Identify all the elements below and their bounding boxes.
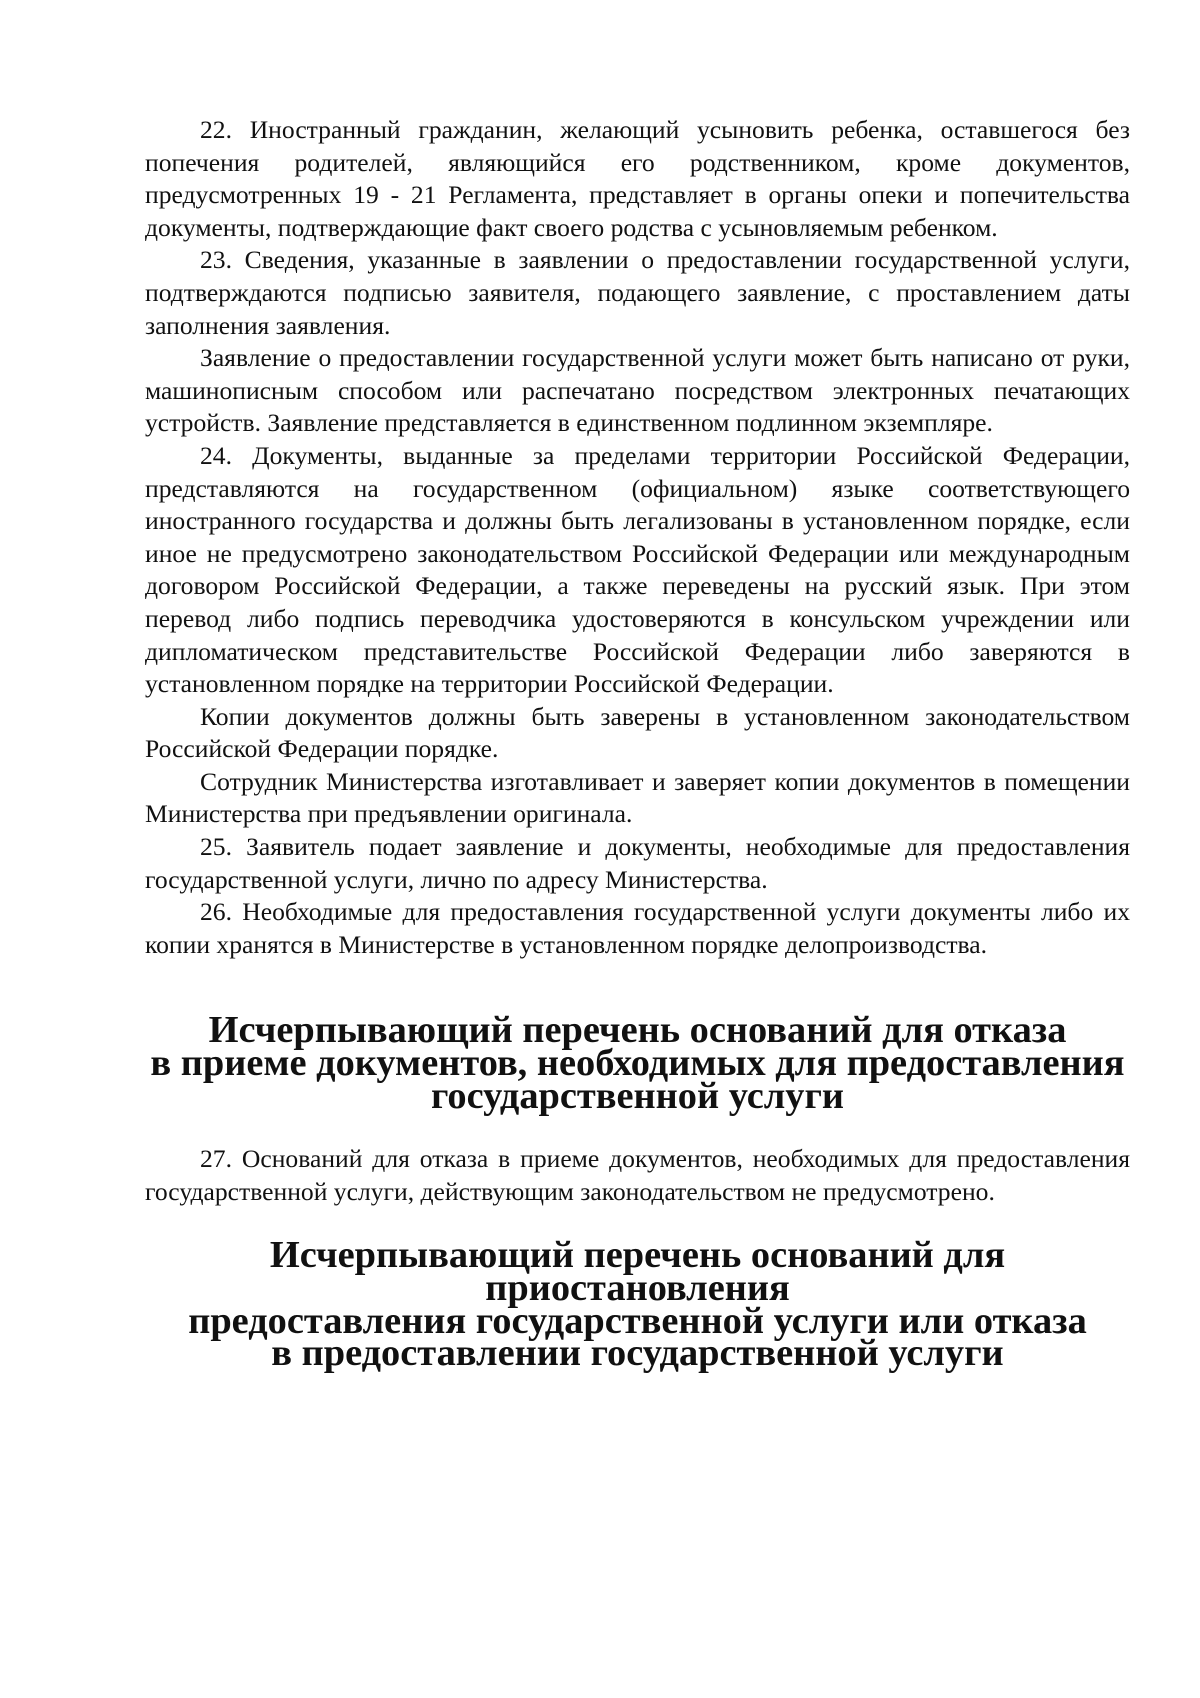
paragraph-ministry-employee: Сотрудник Министерства изготавливает и заверяет копии документов в помещении Министерства при предъявлении оригинала.: [145, 766, 1130, 829]
section-heading-suspension-refusal: Исчерпывающий перечень оснований для приостановления предоставления государственной услуги или отказа в предоставлении государственной услуги: [188, 1234, 1087, 1375]
paragraph-application-form: Заявление о предоставлении государственной услуги может быть написано от руки, машинописным способом или распечатано посредством электронных печатающих устройств. Заявление представляется в единственном подлинном экземпляре.: [145, 343, 1130, 438]
section-heading-refusal-acceptance: Исчерпывающий перечень оснований для отказа в приеме документов, необходимых для предоставления государственной услуги: [150, 1009, 1125, 1117]
paragraph-22: 22. Иностранный гражданин, желающий усыновить ребенка, оставшегося без попечения родителей, являющийся его родственником, кроме документов, предусмотренных 19 - 21 Регламента, представляет в органы опеки и попечительства документы, подтверждающие факт своего родства с усыновляемым ребенком.: [145, 115, 1130, 242]
paragraph-24: 24. Документы, выданные за пределами территории Российской Федерации, представляются на государственном (официальном) языке соответствующего иностранного государства и должны быть легализованы в установленном порядке, если иное не предусмотрено законодательством Российской Федерации или международным договором Российской Федерации, а также переведены на русский язык. При этом перевод либо подпись переводчика удостоверяются в консульском учреждении или дипломатическом представительстве Российской Федерации либо заверяются в установленном порядке на территории Российской Федерации.: [145, 440, 1130, 699]
paragraph-23: 23. Сведения, указанные в заявлении о предоставлении государственной услуги, подтверждаются подписью заявителя, подающего заявление, с проставлением даты заполнения заявления.: [145, 245, 1130, 340]
document-page: [145, 114, 1130, 1375]
paragraph-25: 25. Заявитель подает заявление и документы, необходимые для предоставления государственной услуги, лично по адресу Министерства.: [145, 832, 1130, 894]
paragraph-27: 27. Оснований для отказа в приеме документов, необходимых для предоставления государственной услуги, действующим законодательством не предусмотрено.: [145, 1144, 1130, 1206]
paragraph-copies-certified: Копии документов должны быть заверены в установленном законодательством Российской Федерации порядке.: [145, 701, 1130, 764]
paragraph-26: 26. Необходимые для предоставления государственной услуги документы либо их копии хранятся в Министерстве в установленном порядке делопроизводства.: [145, 897, 1130, 959]
